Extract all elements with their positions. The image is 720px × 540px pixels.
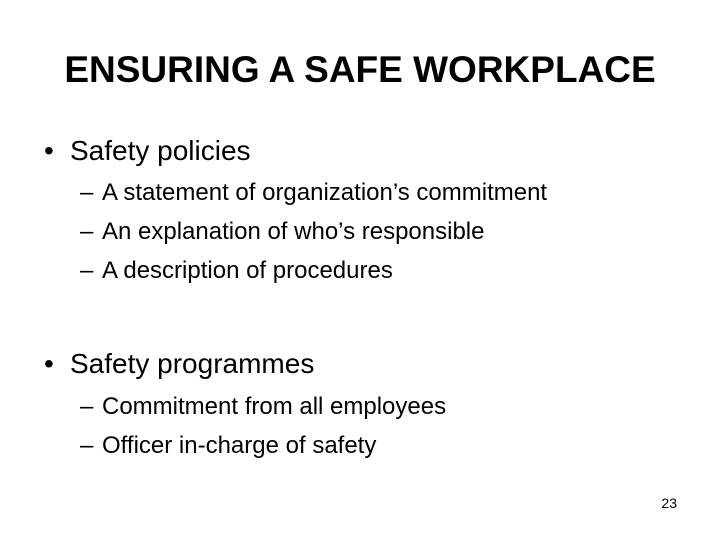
- sub-list-safety-programmes: [80, 387, 446, 465]
- slide-title: ENSURING A SAFE WORKPLACE: [64, 49, 656, 90]
- sub-item-text: A statement of organization’s commitment: [102, 179, 548, 206]
- sub-item-marker: –: [80, 432, 94, 459]
- sub-list-safety-policies: [80, 173, 547, 290]
- bullet-heading: Safety programmes: [70, 348, 315, 379]
- bullet-marker: •: [44, 348, 54, 379]
- sub-item-marker: –: [80, 218, 94, 245]
- sub-item: [80, 251, 547, 290]
- sub-item-text: Commitment from all employees: [102, 393, 447, 420]
- sub-item: [80, 387, 446, 426]
- sub-item: [80, 173, 547, 212]
- page-number: 23: [661, 495, 677, 511]
- bullet-safety-policies: [44, 134, 251, 168]
- sub-item-marker: –: [80, 393, 94, 420]
- sub-item: [80, 426, 446, 465]
- sub-item-text: An explanation of who’s responsible: [102, 218, 485, 245]
- sub-item: [80, 212, 547, 251]
- sub-item-text: Officer in-charge of safety: [102, 432, 377, 459]
- bullet-heading: Safety policies: [70, 135, 251, 166]
- bullet-marker: •: [44, 135, 54, 166]
- bullet-safety-programmes: [44, 347, 314, 381]
- sub-item-marker: –: [80, 179, 94, 206]
- sub-item-marker: –: [80, 257, 94, 284]
- sub-item-text: A description of procedures: [102, 257, 393, 284]
